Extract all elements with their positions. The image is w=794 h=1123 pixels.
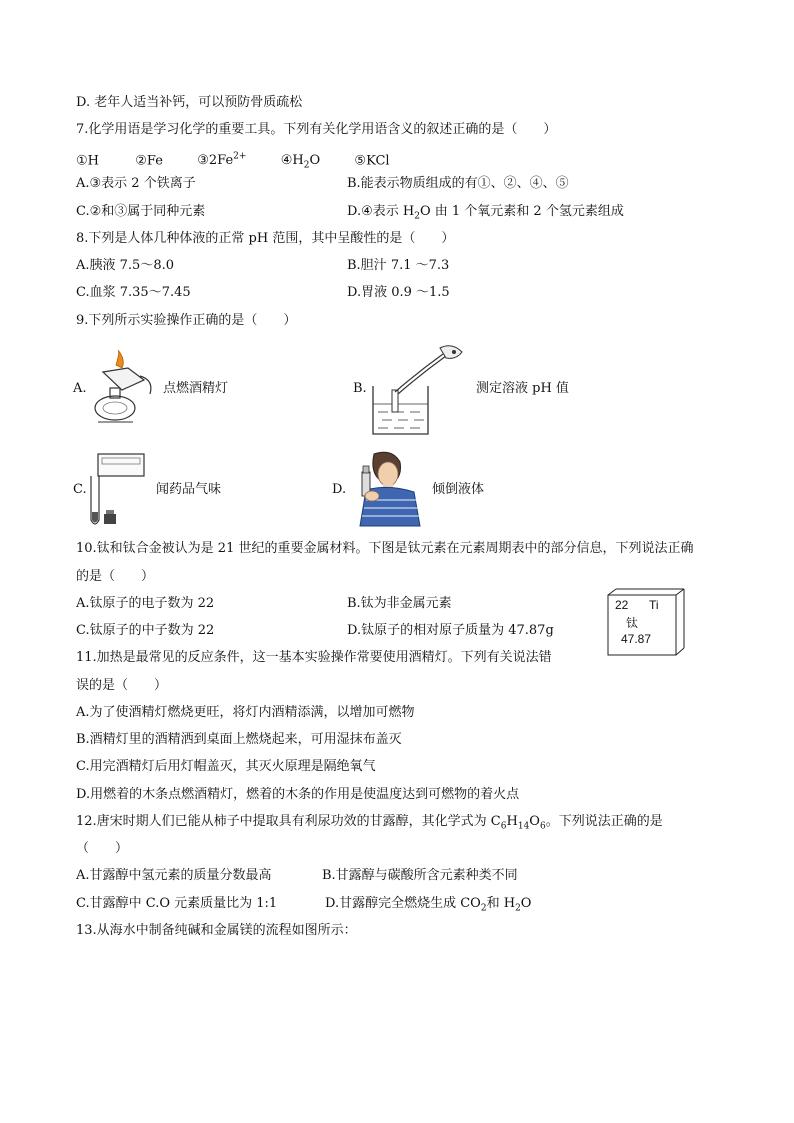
q13-stem: 13.从海水中制备纯碱和金属镁的流程如图所示：: [76, 923, 357, 938]
q11-option-c: C.用完酒精灯后用灯帽盖灭，其灭火原理是隔绝氧气: [76, 759, 376, 774]
person-pouring-liquid-figure: [352, 450, 424, 528]
q9-caption-b: 测定溶液 pH 值: [476, 381, 569, 396]
q7-symbol-5: ⑤KCl: [354, 153, 390, 169]
element-atomic-number: 22: [615, 598, 629, 612]
q7-symbol-3: $③2Fe^{2+}$: [197, 152, 247, 169]
q12-option-a: A.甘露醇中氢元素的质量分数最高: [76, 868, 272, 883]
q9-caption-d: 倾倒液体: [432, 482, 485, 497]
q9-caption-a: 点燃酒精灯: [163, 381, 229, 396]
q8-stem: 8.下列是人体几种体液的正常 pH 范围，其中呈酸性的是（ ）: [76, 231, 455, 246]
q6-option-d: D. 老年人适当补钙，可以预防骨质疏松: [76, 95, 303, 110]
q7-option-c: C.②和③属于同种元素: [76, 204, 206, 219]
q9-label-c: C.: [73, 482, 87, 497]
q11-option-d: D.用燃着的木条点燃酒精灯，燃着的木条的作用是使温度达到可燃物的着火点: [76, 787, 520, 802]
q12-stem: 12.唐宋时期人们已能从柿子中提取具有利尿功效的甘露醇，其化学式为 $C_6H_{14}O_6$。下列说法正确的是: [76, 814, 663, 832]
q8-option-a: A.胰液 7.5～8.0: [76, 258, 175, 273]
q12-answer-paren: （ ）: [76, 841, 129, 856]
q9-label-d: D.: [332, 482, 347, 497]
q7-option-b: B.能表示物质组成的有①、②、④、⑤: [347, 176, 569, 191]
q11-option-a: A.为了使酒精灯燃烧更旺，将灯内酒精添满，以增加可燃物: [76, 705, 415, 720]
q11-stem-line-1: 11.加热是最常见的反应条件，这一基本实验操作常要使用酒精灯。下列有关说法错: [76, 650, 552, 665]
q10-stem-line-1: 10.钛和钛合金被认为是 21 世纪的重要金属材料。下图是钛元素在元素周期表中的部分信息，下列说法正确: [76, 541, 694, 556]
q11-stem-line-2: 误的是（ ）: [76, 678, 168, 693]
q8-option-c: C.血浆 7.35～7.45: [76, 285, 191, 300]
ph-test-beaker-figure: [368, 342, 468, 440]
alcohol-lamp-lighting-figure: [88, 350, 158, 430]
q7-option-a: A.③表示 2 个铁离子: [76, 176, 196, 191]
q7-stem: 7.化学用语是学习化学的重要工具。下列有关化学用语含义的叙述正确的是（ ）: [76, 122, 557, 137]
q10-option-d: D.钛原子的相对原子质量为 47.87g: [347, 623, 554, 638]
q9-caption-c: 闻药品气味: [156, 482, 222, 497]
q7-symbols: [76, 148, 390, 175]
element-atomic-mass: 47.87: [621, 632, 652, 646]
q8-option-d: D.胃液 0.9 ～1.5: [347, 285, 450, 300]
element-name: 钛: [626, 616, 639, 630]
q9-label-b: B.: [353, 381, 367, 396]
q12-option-d: D.甘露醇完全燃烧生成 $CO_2$和 $H_2O$: [325, 896, 532, 914]
q10-option-a: A.钛原子的电子数为 22: [76, 596, 215, 611]
q8-option-b: B.胆汁 7.1 ～7.3: [347, 258, 450, 273]
q12-option-b: B.甘露醇与碳酸所含元素种类不同: [322, 868, 518, 883]
q9-stem: 9.下列所示实验操作正确的是（ ）: [76, 313, 297, 328]
q7-symbol-1: ①H: [76, 153, 99, 169]
smell-test-tube-figure: [88, 450, 148, 532]
titanium-element-card: [607, 588, 687, 656]
element-symbol: Ti: [649, 598, 659, 612]
q10-stem-line-2: 的是（ ）: [76, 569, 155, 584]
q7-symbol-4: $④H_2O$: [280, 153, 321, 171]
q10-option-c: C.钛原子的中子数为 22: [76, 623, 215, 638]
q7-option-d: D.④表示 $H_2O$ 由 1 个氧元素和 2 个氢元素组成: [347, 204, 624, 222]
q9-label-a: A.: [73, 381, 87, 396]
q10-option-b: B.钛为非金属元素: [347, 596, 452, 611]
q11-option-b: B.酒精灯里的酒精洒到桌面上燃烧起来，可用湿抹布盖灭: [76, 732, 402, 747]
q12-option-c: C.甘露醇中 C.O 元素质量比为 1:1: [76, 896, 278, 911]
q7-symbol-2: ②Fe: [135, 153, 163, 169]
